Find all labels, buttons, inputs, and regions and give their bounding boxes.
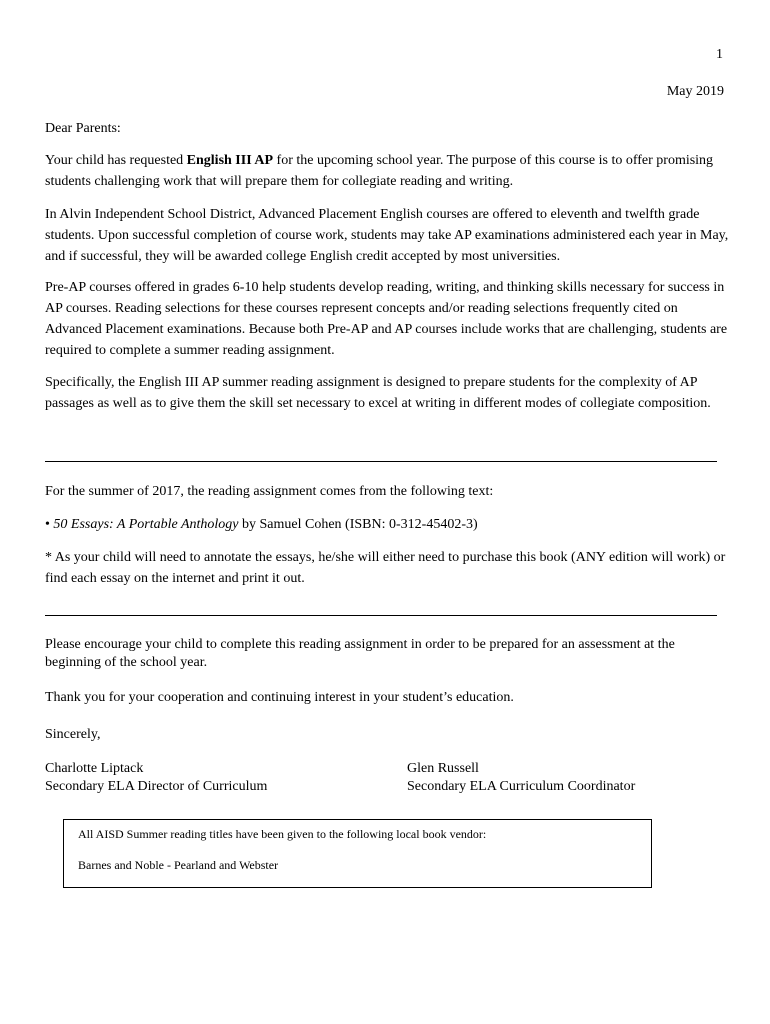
intro-text-end: for the upcoming school year. The purpose of this course is to offer promising students challenging work that will prepare them for collegiate reading and writing. <box>45 153 714 189</box>
signer-title: Secondary ELA Curriculum Coordinator <box>407 779 636 794</box>
intro-paragraph <box>45 150 730 192</box>
signer-title: Secondary ELA Director of Curriculum <box>45 779 268 794</box>
divider <box>45 615 717 616</box>
salutation: Dear Parents: <box>45 121 121 136</box>
book-item <box>45 514 730 535</box>
vendor-notice-text: All AISD Summer reading titles have been given to the following local book vendor: <box>78 827 487 841</box>
signer-name: Glen Russell <box>407 761 479 776</box>
encourage-paragraph: Please encourage your child to complete this reading assignment in order to be prepared for an assessment at the beginning of the school year. <box>45 637 675 670</box>
signature-block <box>407 760 635 796</box>
page-number: 1 <box>716 47 723 62</box>
book-details: by Samuel Cohen (ISBN: 0-312-45402-3) <box>238 517 478 532</box>
assignment-intro: For the summer of 2017, the reading assignment comes from the following text: <box>45 484 494 499</box>
signature-block <box>45 760 267 796</box>
intro-text-start: Your child has requested <box>45 153 187 168</box>
pre-ap-paragraph: Pre-AP courses offered in grades 6-10 help students develop reading, writing, and thinking skills necessary for success in AP courses. Reading selections for these courses represent concepts and/or reading selections frequently cited on Advanced Placement examinations. Because both Pre-AP and AP courses include works that are challenging, students are required to complete a summer reading assignment. <box>45 280 728 358</box>
course-name: English III AP <box>186 153 274 168</box>
assignment-purpose-paragraph: Specifically, the English III AP summer reading assignment is designed to prepare students for the complexity of AP passages as well as to give them the skill set necessary to excel at writing in different modes of collegiate composition. <box>45 375 711 411</box>
vendor-notice-box <box>63 819 652 888</box>
vendor-name: Barnes and Noble - Pearland and Webster <box>78 858 279 872</box>
divider <box>45 461 717 462</box>
ap-courses-paragraph: In Alvin Independent School District, Advanced Placement English courses are offered to eleventh and twelfth grade students. Upon successful completion of course work, students may take AP examinations administered each year in May, and if successful, they will be awarded college English credit accepted by most universities. <box>45 207 729 264</box>
letter-date: May 2019 <box>666 84 724 99</box>
book-title: 50 Essays: A Portable Anthology <box>53 517 239 532</box>
bullet: • <box>45 517 54 532</box>
signer-name: Charlotte Liptack <box>45 761 144 776</box>
closing: Sincerely, <box>45 727 101 742</box>
thanks-paragraph: Thank you for your cooperation and continuing interest in your student’s education. <box>45 690 514 705</box>
annotation-note: * As your child will need to annotate the essays, he/she will either need to purchase this book (ANY edition will work) or find each essay on the internet and print it out. <box>45 550 726 586</box>
